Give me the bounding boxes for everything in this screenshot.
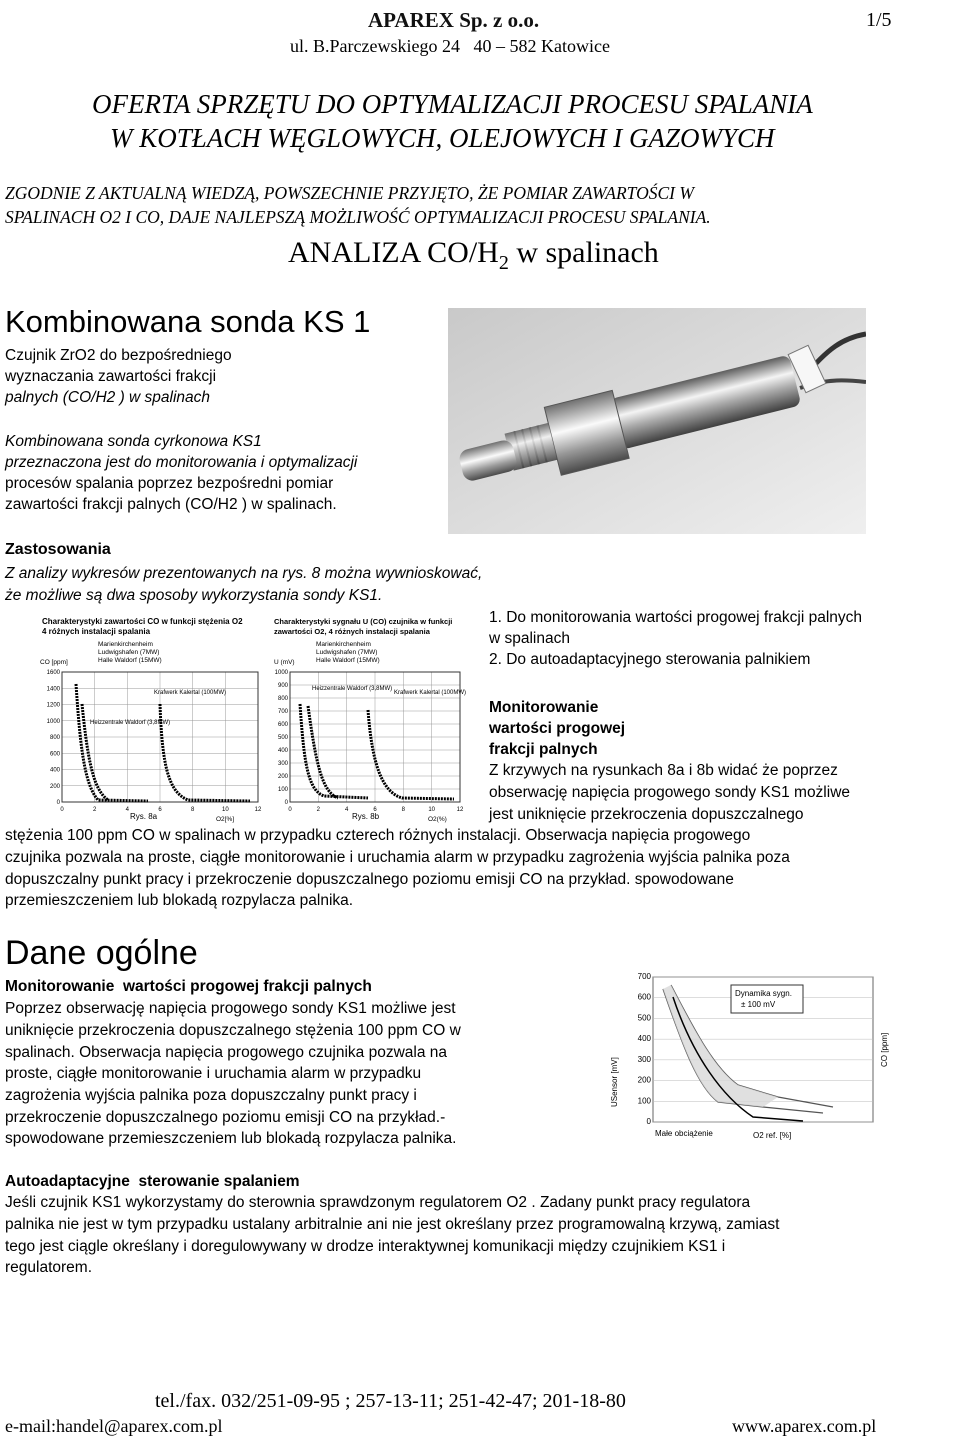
fig8a-xlabel: O2[%] [216,816,235,823]
general-line: Poprzez obserwację napięcia progowego sondy KS1 możliwe jest [5,1000,456,1017]
intro-line-2: SPALINACH O2 I CO, DAJE NAJLEPSZĄ MOŻLIWOŚĆ OPTYMALIZACJI PROCESU SPALANIA. [5,207,711,227]
autoadapt-line: regulatorem. [5,1259,93,1276]
fig8b-ytick: 100 [277,787,288,793]
general-line: zagrożenia wyjścia palnika poza dopuszczalny punkt pracy i [5,1087,417,1104]
applications-item: 1. Do monitorowania wartości progowej frakcji palnych [489,609,863,626]
fr-ytick: 300 [637,1054,651,1064]
fig8b-ytick: 500 [277,735,288,741]
applications-heading: Zastosowania [5,541,111,558]
fig8a-caption: Rys. 8a [130,812,158,821]
fig8b-title-2: zawartości O2, 4 różnych instalacji spalania [274,627,430,636]
applications-item: w spalinach [489,630,570,647]
probe-para-line: przeznaczona jest do monitorowania i optymalizacji [5,454,358,471]
fr-ylabel: USensor [mV] [610,1057,619,1107]
intro-line-1: ZGODNIE Z AKTUALNĄ WIEDZĄ, POWSZECHNIE PRZYJĘTO, ŻE POMIAR ZAWARTOŚCI W [5,183,694,203]
probe-desc-line: palnych (CO/H2 ) w spalinach [5,389,211,406]
probe-desc-line: Czujnik ZrO2 do bezpośredniego [5,347,232,364]
fig8b-ytick: 0 [284,800,288,806]
probe-para-line: Kombinowana sonda cyrkonowa KS1 [5,433,262,450]
monitoring-heading: frakcji palnych [489,741,598,758]
fig8b-xtick: 10 [428,807,436,813]
applications-line: Z analizy wykresów prezentowanych na rys. 8 można wywnioskować, [5,565,483,582]
probe-para-line: procesów spalania poprzez bezpośredni pomiar [5,475,334,492]
fig8a-legend: Marienkirchenheim [98,641,153,648]
fig8b-annotation: Krafwerk Kalertal (100MW) [394,690,467,696]
fig8a-xtick: 6 [158,807,162,813]
fr-ylabel-right: CO [ppm] [880,1032,889,1067]
fig8b-xtick: 12 [456,807,464,813]
fr-ytick: 700 [637,972,651,981]
title-line-2: W KOTŁACH WĘGLOWYCH, OLEJOWYCH I GAZOWYCH [110,123,775,153]
fig8a-ylabel: CO [ppm] [40,659,68,666]
fig8b-ylabel: U (mV) [274,659,295,666]
fig8b-ytick: 200 [277,774,288,780]
autoadapt-line: tego jest ciągle określany i doregulowywany w drodze interaktywnej komunikacji między czujnikiem KS1 i [5,1238,726,1255]
fig8b-ytick: 400 [277,748,288,754]
fig8b-xtick: 0 [288,807,292,813]
company-name: APAREX Sp. z o.o. [368,8,540,32]
fr-ytick: 500 [637,1013,651,1023]
sensor-signal-chart [603,957,913,1142]
fig8a-ytick: 1200 [46,702,60,709]
fig8b-xtick: 4 [344,807,349,813]
autoadapt-line: palnika nie jest w tym przypadku ustalany arbitralnie ani nie jest określany przez programowalną krzywą, zamiast [5,1216,780,1233]
fig8b-xtick: 6 [373,807,377,813]
monitoring-line: dopuszczalny punkt pracy i przekroczenie dopuszczalnego poziomu emisji CO na przykład. spowodowane [5,871,734,888]
fig8b-ytick: 800 [277,696,288,702]
fr-xlabel-right: O2 ref. [%] [753,1131,792,1140]
fig8a-annotation: Heizzentrale Waldorf (3,8MW) [90,720,171,726]
sensor-probe-photo [448,308,866,534]
general-line: uniknięcie przekroczenia dopuszczalnego stężenia 100 ppm CO w [5,1022,461,1039]
fig8b-legend: Halle Waldorf (15MW) [316,657,380,664]
fig8a-xtick: 4 [125,807,130,813]
monitoring-side-line: jest uniknięcie przekroczenia dopuszczalnego [489,806,804,823]
fig8a-ytick: 1600 [46,670,60,676]
applications-line: że możliwe są dwa sposoby wykorzystania sondy KS1. [5,587,383,604]
probe-desc-line: wyznaczania zawartości frakcji [5,368,217,385]
fig8a-xtick: 12 [254,807,262,813]
fr-xlabel-left: Małe obciążenie [655,1129,713,1138]
monitoring-side-line: Z krzywych na rysunkach 8a i 8b widać że poprzez [489,762,838,779]
footer-email[interactable]: e-mail:handel@aparex.com.pl [5,1416,223,1436]
autoadapt-line: Jeśli czujnik KS1 wykorzystamy do sterownia sprawdzonym regulatorem O2 . Zadany punkt pracy regulatora [5,1194,751,1211]
fr-ytick: 200 [637,1075,651,1085]
fig8a-title-2: 4 różnych instalacji spalania [42,627,151,636]
monitoring-line: stężenia 100 ppm CO w spalinach w przypadku czterech różnych instalacji. Obserwacja napięcia progowego [5,827,751,844]
applications-item: 2. Do autoadaptacyjnego sterowania palnikiem [489,651,811,668]
fig8a-ytick: 1000 [46,718,60,725]
figure-8b [272,614,472,826]
fig8a-legend: Ludwigshafen (7MW) [98,649,160,656]
fig8a-ytick: 1400 [46,686,60,693]
fig8b-ytick: 600 [277,722,288,728]
fr-ytick: 400 [637,1034,651,1044]
fig8b-legend: Marienkirchenheim [316,641,371,648]
fig8b-xtick: 2 [316,807,321,813]
fig8a-ytick: 400 [49,767,60,774]
fig8a-xtick: 0 [60,807,64,813]
monitoring-heading: wartości progowej [489,720,626,737]
fig8b-ytick: 900 [277,683,288,689]
fig8a-ytick: 800 [49,735,60,741]
fig8b-legend: Ludwigshafen (7MW) [316,649,378,656]
fig8b-xtick: 8 [401,807,406,813]
probe-title: Kombinowana sonda KS 1 [5,304,371,339]
monitoring-line: przemieszczeniem lub blokadą rozpylacza palnika. [5,892,354,909]
fr-ytick: 100 [637,1096,651,1106]
company-address: ul. B.Parczewskiego 24 40 – 582 Katowice [290,36,610,56]
fig8b-ytick: 300 [277,761,288,767]
monitoring-side-line: obserwację napięcia progowego sondy KS1 możliwe [489,784,851,801]
fig8b-ytick: 1000 [274,670,288,676]
fig8a-ytick: 200 [49,783,60,790]
fr-legend: ± 100 mV [741,1000,776,1009]
fig8a-ytick: 600 [49,751,60,758]
general-heading: Dane ogólne [5,934,198,972]
figure-8a [38,614,273,826]
fig8b-ytick: 700 [277,709,288,715]
fig8a-ytick: 0 [56,800,60,806]
fig8b-xlabel: O2(%) [428,816,447,823]
general-line: spowodowane przemieszczeniem lub blokadą rozpylacza palnika. [5,1130,457,1147]
analysis-heading: ANALIZA $CO/H_2$ w spalinach [288,236,659,274]
fig8b-caption: Rys. 8b [352,812,380,821]
title-line-1: OFERTA SPRZĘTU DO OPTYMALIZACJI PROCESU SPALANIA [92,89,813,119]
footer-website[interactable]: www.aparex.com.pl [732,1416,877,1436]
monitoring-line: czujnika pozwala na proste, ciągłe monitorowanie i uruchamia alarm w przypadku zagrożenia wyjścia palnika poza [5,849,790,866]
fig8b-annotation: Heizzentrale Waldorf (3,8MW) [312,686,393,692]
general-line: przekroczenie dopuszczalnego poziomu emisji CO na przykład.- [5,1109,446,1126]
general-line: proste, ciągłe monitorowanie i uruchamia alarm w przypadku [5,1065,422,1082]
fr-ytick: 600 [637,992,651,1002]
fig8b-title-1: Charakterystyki sygnału U (CO) czujnika w funkcji [274,617,453,626]
fig8a-xtick: 10 [221,807,229,813]
fr-ytick: 0 [646,1117,651,1126]
fig8a-title-1: Charakterystyki zawartości CO w funkcji stężenia O2 [42,617,243,626]
fig8a-xtick: 8 [190,807,195,813]
probe-para-line: zawartości frakcji palnych (CO/H2 ) w spalinach. [5,496,337,513]
general-subheading: Monitorowanie wartości progowej frakcji palnych [5,978,372,995]
fig8a-legend: Halle Waldorf (15MW) [98,657,162,664]
general-line: spalinach. Obserwacja napięcia progowego czujnika pozwala na [5,1044,448,1061]
fig8a-xtick: 2 [92,807,97,813]
fig8a-annotation: Krafwerk Kalertal (100MW) [154,690,227,696]
page-number: 1/5 [866,9,892,31]
monitoring-heading: Monitorowanie [489,699,599,716]
footer-phone: tel./fax. 032/251-09-95 ; 257-13-11; 251-42-47; 201-18-80 [155,1390,626,1412]
autoadapt-heading: Autoadaptacyjne sterowanie spalaniem [5,1173,300,1190]
fr-legend: Dynamika sygn. [735,989,792,998]
